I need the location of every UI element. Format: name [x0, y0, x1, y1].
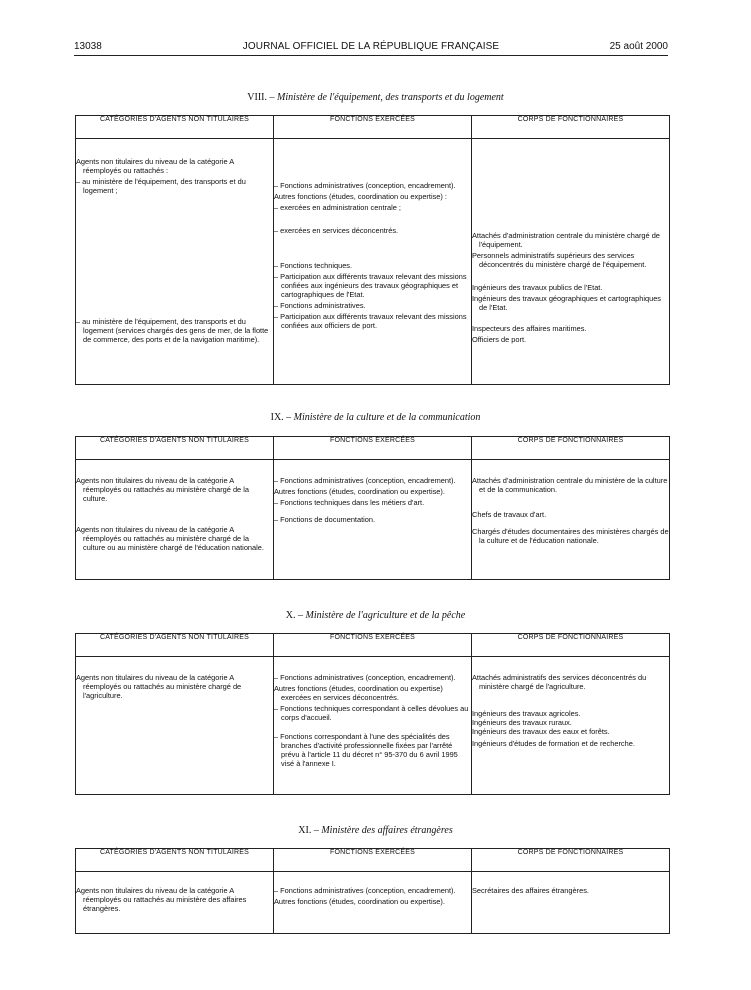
function-text: – Fonctions techniques dans les métiers d'art. [274, 498, 425, 508]
section-title-viii [0, 92, 751, 103]
function-text: – Fonctions administratives. [274, 301, 366, 311]
corps-text: Attachés d'administration centrale du ministère chargé de l'équipement. [472, 231, 660, 250]
cell-fonctions [274, 139, 472, 385]
page-header [74, 41, 668, 56]
cell-fonctions [274, 657, 472, 795]
table-ix [75, 436, 670, 580]
cell-categories [76, 460, 274, 580]
table-row [76, 460, 670, 580]
section-title-x [0, 610, 751, 621]
cell-categories [76, 139, 274, 385]
cell-corps [472, 657, 670, 795]
corps-text: Ingénieurs des travaux des eaux et forêts. [472, 727, 610, 737]
section-name: – Ministère de la culture et de la communication [286, 412, 481, 423]
corps-text: Ingénieurs des travaux agricoles. [472, 709, 581, 719]
section-name: – Ministère des affaires étrangères [313, 825, 453, 836]
header-corps: CORPS DE FONCTIONNAIRES [472, 634, 670, 657]
function-text: – Fonctions administratives (conception, encadrement). [274, 673, 456, 682]
section-number: XI. [298, 825, 312, 836]
function-text: – exercées en services déconcentrés. [274, 226, 399, 236]
function-text: – Fonctions de documentation. [274, 515, 376, 525]
category-text: Agents non titulaires du niveau de la catégorie A réemployés ou rattachés : [76, 157, 234, 176]
corps-text: Officiers de port. [472, 335, 527, 345]
function-text: Autres fonctions (études, coordination ou expertise) : [274, 192, 447, 202]
page-number: 13038 [74, 41, 102, 52]
function-text: – Fonctions techniques correspondant à celles dévolues au corps d'accueil. [274, 704, 469, 723]
category-text: Agents non titulaires du niveau de la catégorie A réemployés ou rattachés au ministère chargé de la culture ou au ministère chargé de l'éducation nationale. [76, 525, 264, 553]
corps-text: Personnels administratifs supérieurs des services déconcentrés du ministère chargé de l'équipement. [472, 251, 647, 270]
function-text: – exercées en administration centrale ; [274, 203, 401, 213]
category-text: Agents non titulaires du niveau de la catégorie A réemployés ou rattachés au ministère des affaires étrangères. [76, 886, 247, 914]
table-header-row [76, 116, 670, 139]
function-text: – Fonctions administratives (conception, encadrement). [274, 181, 456, 190]
header-fonctions: FONCTIONS EXERCÉES [274, 634, 472, 657]
header-corps: CORPS DE FONCTIONNAIRES [472, 849, 670, 872]
table-header-row [76, 849, 670, 872]
corps-text: Ingénieurs des travaux ruraux. [472, 718, 572, 728]
section-number: VIII. [247, 92, 267, 103]
table-row [76, 872, 670, 934]
table-row [76, 657, 670, 795]
publication-date: 25 août 2000 [609, 41, 668, 52]
table-header-row [76, 634, 670, 657]
table-x [75, 633, 670, 795]
corps-text: Ingénieurs des travaux géographiques et cartographiques de l'Etat. [472, 294, 661, 313]
header-corps: CORPS DE FONCTIONNAIRES [472, 437, 670, 460]
function-text: – Participation aux différents travaux relevant des missions confiées aux officiers de port. [274, 312, 467, 331]
function-text: Autres fonctions (études, coordination ou expertise). [274, 487, 445, 497]
cell-categories [76, 657, 274, 795]
section-name: – Ministère de l'équipement, des transports et du logement [269, 92, 504, 103]
cell-corps [472, 460, 670, 580]
table-header-row [76, 437, 670, 460]
category-text: Agents non titulaires du niveau de la catégorie A réemployés ou rattachés au ministère chargé de la culture. [76, 476, 249, 504]
category-text: – au ministère de l'équipement, des transports et du logement ; [76, 177, 246, 196]
function-text: – Fonctions administratives (conception, encadrement). [274, 886, 456, 895]
header-categories: CATÉGORIES D'AGENTS NON TITULAIRES [76, 634, 274, 657]
section-number: X. [285, 610, 296, 621]
section-title-ix [0, 412, 751, 423]
corps-text: Chefs de travaux d'art. [472, 510, 547, 520]
header-categories: CATÉGORIES D'AGENTS NON TITULAIRES [76, 849, 274, 872]
table-xi [75, 848, 670, 934]
header-categories: CATÉGORIES D'AGENTS NON TITULAIRES [76, 437, 274, 460]
function-text: – Fonctions techniques. [274, 261, 353, 271]
function-text: – Fonctions correspondant à l'une des spécialités des branches d'activité professionnelle fixées par l'arrêté prévu à l'article 11 du décret n° 95-370 du 6 avril 1995 visé à l'annexe I. [274, 732, 458, 769]
journal-title: JOURNAL OFFICIEL DE LA RÉPUBLIQUE FRANÇAISE [242, 41, 500, 52]
category-text: Agents non titulaires du niveau de la catégorie A réemployés ou rattachés au ministère chargé de l'agriculture. [76, 673, 242, 701]
function-text: Autres fonctions (études, coordination ou expertise). [274, 897, 445, 907]
cell-fonctions [274, 872, 472, 934]
section-name: – Ministère de l'agriculture et de la pêche [298, 610, 466, 621]
section-number: IX. [270, 412, 284, 423]
function-text: – Fonctions administratives (conception, encadrement). [274, 476, 456, 485]
header-fonctions: FONCTIONS EXERCÉES [274, 437, 472, 460]
section-title-xi [0, 825, 751, 836]
corps-text: Secrétaires des affaires étrangères. [472, 886, 589, 895]
category-text: – au ministère de l'équipement, des transports et du logement (services chargés des gens de mer, de la flotte de commerce, des ports et de la navigation maritime). [76, 317, 269, 345]
cell-fonctions [274, 460, 472, 580]
table-row [76, 139, 670, 385]
table-viii [75, 115, 670, 385]
corps-text: Ingénieurs d'études de formation et de recherche. [472, 739, 635, 749]
corps-text: Attachés administratifs des services déconcentrés du ministère chargé de l'agriculture. [472, 673, 647, 692]
cell-corps [472, 872, 670, 934]
header-categories: CATÉGORIES D'AGENTS NON TITULAIRES [76, 116, 274, 139]
corps-text: Chargés d'études documentaires des ministères chargés de la culture et de l'éducation nationale. [472, 527, 669, 546]
header-fonctions: FONCTIONS EXERCÉES [274, 116, 472, 139]
cell-categories [76, 872, 274, 934]
cell-corps [472, 139, 670, 385]
corps-text: Attachés d'administration centrale du ministère de la culture et de la communication. [472, 476, 668, 495]
function-text: Autres fonctions (études, coordination ou expertise) exercées en services déconcentrés. [274, 684, 443, 703]
header-fonctions: FONCTIONS EXERCÉES [274, 849, 472, 872]
header-corps: CORPS DE FONCTIONNAIRES [472, 116, 670, 139]
function-text: – Participation aux différents travaux relevant des missions confiées aux ingénieurs des travaux géographiques et cartographiques de l'Etat. [274, 272, 467, 300]
corps-text: Inspecteurs des affaires maritimes. [472, 324, 587, 334]
corps-text: Ingénieurs des travaux publics de l'Etat. [472, 283, 603, 293]
